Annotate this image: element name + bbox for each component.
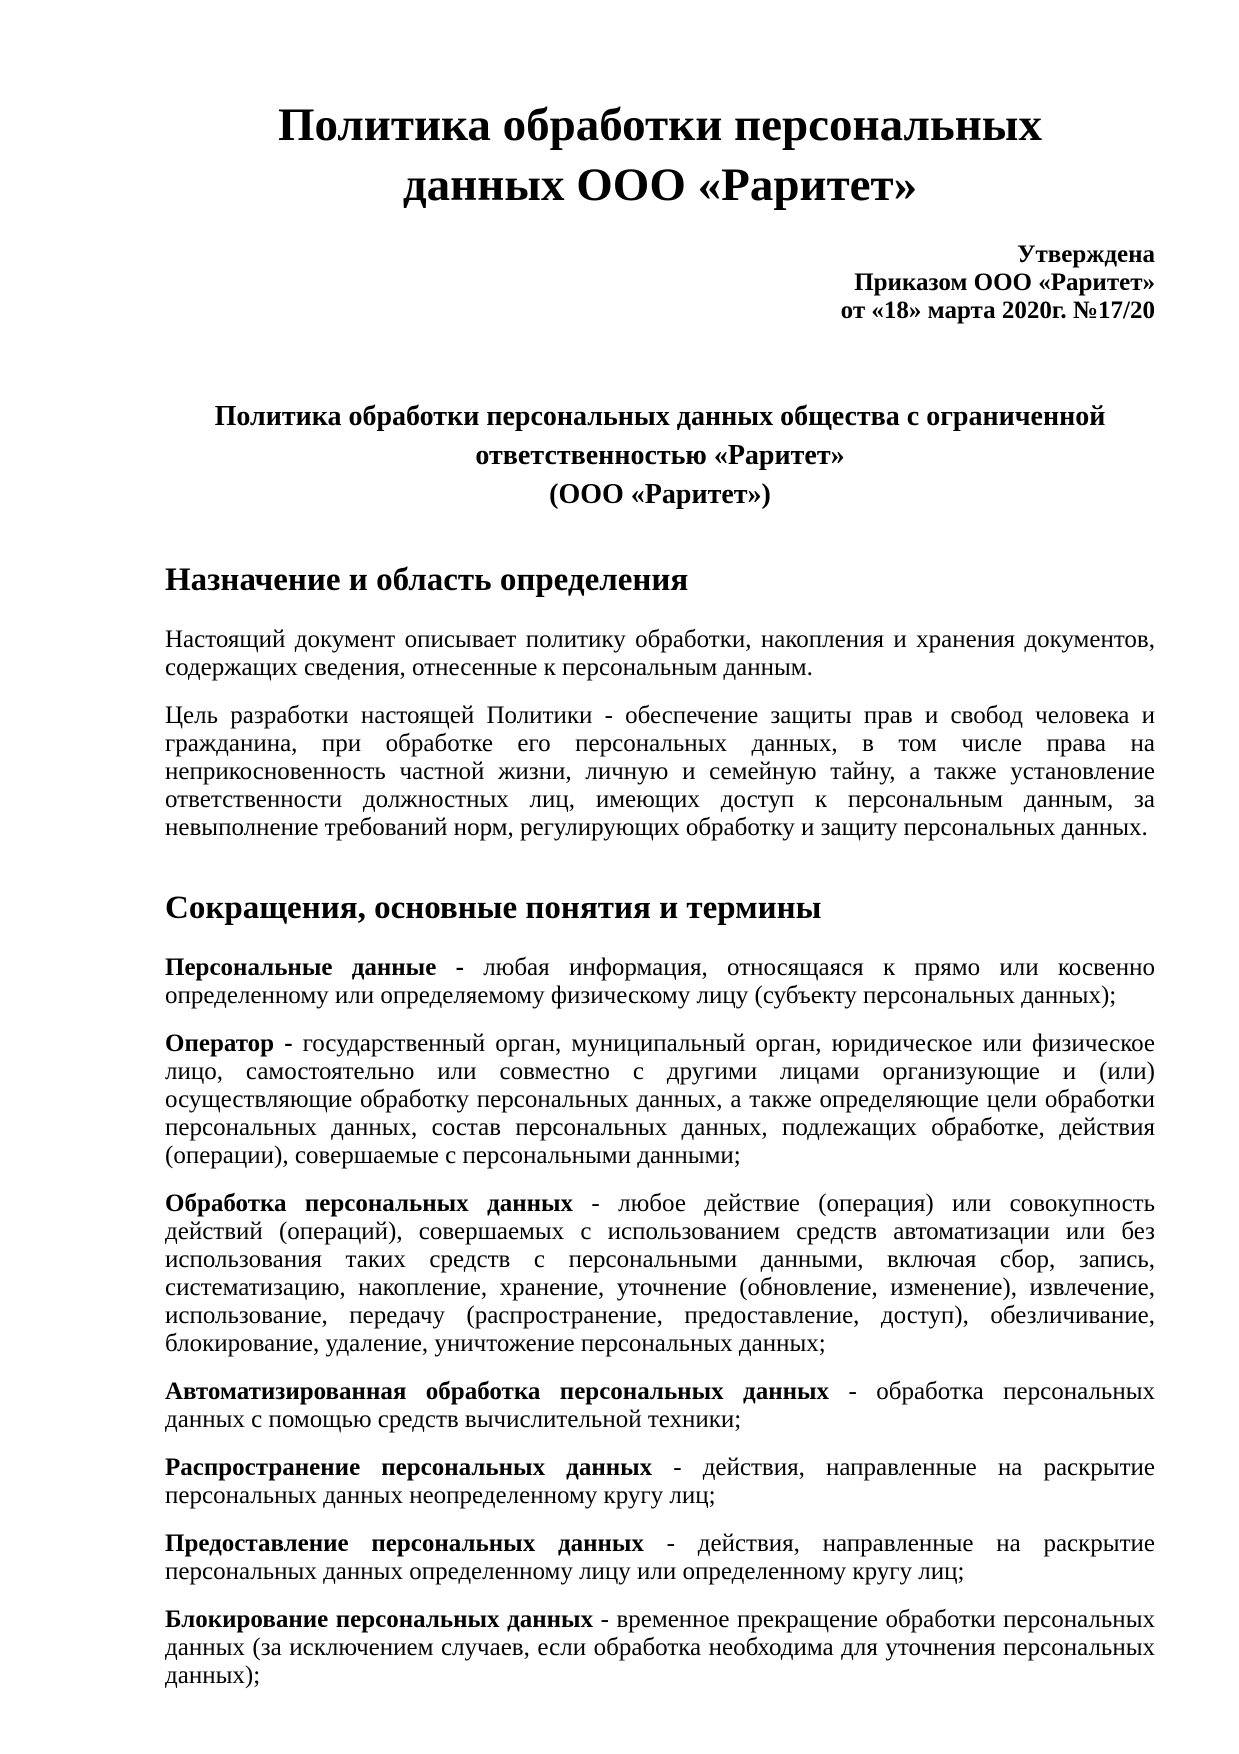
definition-text: - временное прекращение обработки персональных данных (за исключением случаев, если обработка необходима для уточнения персональных данных); <box>165 1606 1155 1689</box>
definition-blocking <box>165 1606 1155 1690</box>
document-title: Политика обработки персональных данных ООО «Раритет» <box>277 99 1042 211</box>
definition-operator <box>165 1030 1155 1170</box>
definition-term: Распространение персональных данных <box>165 1454 653 1481</box>
approval-block <box>165 241 1155 325</box>
section-heading-terms: Сокращения, основные понятия и термины <box>165 890 822 926</box>
definition-text: - действия, направленные на раскрытие персональных данных неопределенному кругу лиц; <box>165 1454 1155 1509</box>
paragraph-purpose-1 <box>165 626 1155 682</box>
approval-line-order: Приказом ООО «Раритет» <box>854 269 1155 296</box>
definition-term: Предоставление персональных данных <box>165 1530 644 1557</box>
approval-line-approved: Утверждена <box>1017 241 1155 268</box>
definition-text: - любое действие (операция) или совокупность действий (операций), совершаемых с использованием средств автоматизации или без использования таких средств с персональными данными, включая сбор, запись, систематизацию, накопление, хранение, уточнение (обновление, изменение), извлечение, использование, передачу (распространение, предоставление, доступ), обезличивание, блокирование, удаление, уничтожение персональных данных; <box>165 1190 1155 1357</box>
definition-text: государственный орган, муниципальный орган, юридическое или физическое лицо, самостоятельно или совместно с другими лицами организующие и (или) осуществляющие обработку персональных данных, а также определяющие цели обработки персональных данных, состав персональных данных, подлежащих обработке, действия (операции), совершаемые с персональными данными; <box>165 1030 1155 1169</box>
paragraph-text: Цель разработки настоящей Политики - обеспечение защиты прав и свобод человека и гражданина, при обработке его персональных данных, в том числе права на неприкосновенность частной жизни, личную и семейную тайну, а также установление ответственности должностных лиц, имеющих доступ к персональным данным, за невыполнение требований норм, регулирующих обработку и защиту персональных данных. <box>165 702 1155 841</box>
definition-term: Автоматизированная обработка персональных данных <box>165 1378 830 1405</box>
section-heading-purpose: Назначение и область определения <box>165 562 689 598</box>
definition-processing <box>165 1190 1155 1358</box>
paragraph-text: Настоящий документ описывает политику обработки, накопления и хранения документов, содержащих сведения, отнесенные к персональным данным. <box>165 626 1155 681</box>
subtitle-short-name: (ООО «Раритет») <box>549 479 771 510</box>
definition-text: - обработка персональных данных с помощью средств вычислительной техники; <box>165 1378 1155 1433</box>
definition-term: Блокирование персональных данных <box>165 1606 594 1633</box>
section-terms <box>165 888 1155 1690</box>
definition-text: любая информация, относящаяся к прямо или косвенно определенному или определяемому физическому лицу (субъекту персональных данных); <box>165 954 1156 1009</box>
definition-automated-processing <box>165 1378 1155 1434</box>
definition-provision <box>165 1530 1155 1586</box>
definition-term: Оператор - <box>165 1030 303 1057</box>
definition-term: Обработка персональных данных <box>165 1190 574 1217</box>
document-subtitle <box>200 397 1120 514</box>
approval-line-date: от «18» марта 2020г. №17/20 <box>840 297 1155 324</box>
definition-personal-data <box>165 954 1155 1010</box>
definition-text: - действия, направленные на раскрытие персональных данных определенному лицу или определенному кругу лиц; <box>165 1530 1155 1585</box>
definition-distribution <box>165 1454 1155 1510</box>
definition-term: Персональные данные - <box>165 954 484 981</box>
section-purpose <box>165 560 1155 842</box>
paragraph-purpose-2 <box>165 702 1155 842</box>
subtitle-full-name: Политика обработки персональных данных общества с ограниченной ответственностью «Раритет» <box>214 401 1106 471</box>
